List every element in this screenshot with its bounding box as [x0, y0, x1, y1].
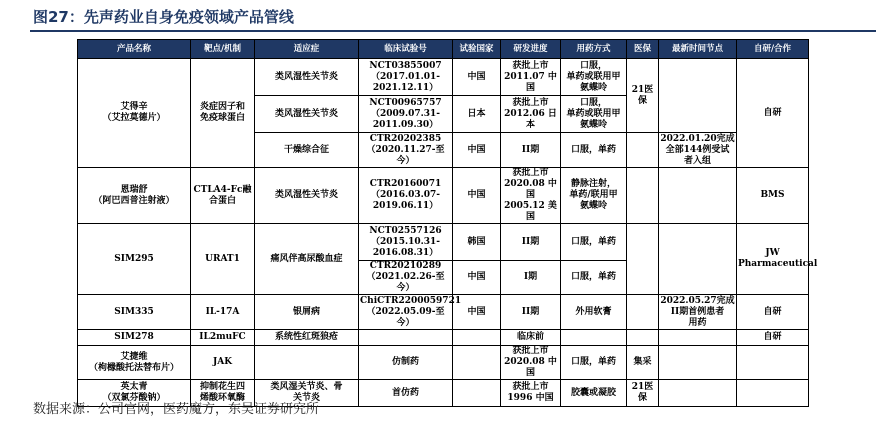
indication-cell: 类风湿性关节炎: [255, 168, 359, 224]
milestone-cell: [659, 330, 737, 346]
table-header-row: [78, 40, 809, 59]
indication-cell: 干燥综合征: [255, 133, 359, 168]
progress-cell: II期: [501, 224, 561, 261]
usage-cell: 胶囊或凝胶: [561, 380, 627, 407]
progress-cell: 临床前: [501, 330, 561, 346]
product-cell: SIM278: [78, 330, 191, 346]
pipeline-table: [77, 39, 818, 407]
insurance-cell: [627, 133, 659, 168]
milestone-cell: [659, 224, 737, 295]
usage-cell: 口服，单药: [561, 346, 627, 380]
indication-cell: 类风湿性关节炎: [255, 59, 359, 96]
product-cell: 英太青 （双氯芬酸钠）: [78, 380, 191, 407]
partner-cell: 自研: [737, 59, 809, 168]
table-row: [78, 168, 809, 224]
table-row: [78, 59, 809, 96]
target-cell: URAT1: [191, 224, 255, 295]
header-trial: 临床试验号: [359, 40, 453, 59]
trial-cell: 首仿药: [359, 380, 453, 407]
indication-cell: [255, 346, 359, 380]
header-country: 试验国家: [453, 40, 501, 59]
table-row: [78, 295, 809, 330]
trial-cell: [359, 330, 453, 346]
progress-cell: 获批上市 2012.06 日本: [501, 96, 561, 133]
header-target: 靶点/机制: [191, 40, 255, 59]
header-milestone: 最新时间节点: [659, 40, 737, 59]
target-cell: 炎症因子和 免疫球蛋白: [191, 59, 255, 168]
progress-cell: 获批上市 2020.08 中国: [501, 346, 561, 380]
usage-cell: 口服，单药: [561, 133, 627, 168]
product-cell: 艾捷维 （枸橼酸托法替布片）: [78, 346, 191, 380]
insurance-cell: [627, 224, 659, 295]
target-cell: CTLA4-Fc融 合蛋白: [191, 168, 255, 224]
product-cell: SIM295: [78, 224, 191, 295]
milestone-cell: [659, 380, 737, 407]
usage-cell: 静脉注射， 单药/联用甲 氨蝶呤: [561, 168, 627, 224]
trial-cell: NCT00965757 （2009.07.31- 2011.09.30）: [359, 96, 453, 133]
partner-cell: 自研: [737, 295, 809, 330]
partner-cell: 自研: [737, 330, 809, 346]
insurance-cell: [627, 295, 659, 330]
partner-cell: [737, 380, 809, 407]
usage-cell: [561, 330, 627, 346]
indication-cell: 系统性红斑狼疮: [255, 330, 359, 346]
milestone-cell: 2022.05.27完成 II期首例患者 用药: [660, 295, 735, 328]
insurance-cell: 21医保: [627, 59, 659, 133]
product-cell: 恩瑞舒 （阿巴西普注射液）: [78, 168, 191, 224]
insurance-cell: [627, 168, 659, 224]
table-row: [78, 346, 809, 380]
header-indication: 适应症: [255, 40, 359, 59]
insurance-cell: [627, 330, 659, 346]
partner-cell: BMS: [737, 168, 809, 224]
progress-cell: 获批上市 2011.07 中国: [501, 59, 561, 96]
title-divider: [30, 30, 876, 32]
progress-cell: II期: [501, 295, 561, 330]
product-cell: SIM335: [78, 295, 191, 330]
trial-cell: CTR20202385 （2020.11.27-至今）: [359, 133, 453, 168]
usage-cell: 口服，单药: [561, 224, 627, 261]
trial-cell: NCT02557126 （2015.10.31- 2016.08.31）: [359, 224, 453, 261]
usage-cell: 口服，单药: [561, 261, 627, 295]
milestone-cell: 2022.01.20完成 全部144例受试 者入组: [660, 133, 735, 166]
target-cell: IL2muFC: [191, 330, 255, 346]
source-note: 数据来源：公司官网，医药魔方，东吴证券研究所: [33, 402, 320, 417]
country-cell: 中国: [453, 261, 501, 295]
product-cell: 艾得辛 （艾拉莫德片）: [78, 59, 191, 168]
country-cell: 韩国: [453, 224, 501, 261]
indication-cell: 银屑病: [255, 295, 359, 330]
trial-cell: ChiCTR2200059721 （2022.05.09-至今）: [360, 295, 462, 328]
milestone-cell: [659, 168, 737, 224]
progress-cell: 获批上市 1996 中国: [501, 380, 561, 407]
indication-cell: 类风湿性关节炎: [255, 96, 359, 133]
insurance-cell: 21医保: [627, 380, 659, 407]
progress-cell: II期: [501, 133, 561, 168]
country-cell: 中国: [453, 59, 501, 96]
usage-cell: 口服， 单药或联用甲 氨蝶呤: [561, 59, 627, 96]
header-usage: 用药方式: [561, 40, 627, 59]
trial-cell: NCT03855007 （2017.01.01- 2021.12.11）: [359, 59, 453, 96]
usage-cell: 外用软膏: [561, 295, 627, 330]
partner-cell: JW Pharmaceutical: [737, 224, 809, 295]
usage-cell: 口服， 单药或联用甲 氨蝶呤: [561, 96, 627, 133]
trial-cell: CTR20160071 （2016.03.07- 2019.06.11）: [359, 168, 453, 224]
milestone-cell: [659, 346, 737, 380]
insurance-cell: 集采: [627, 346, 659, 380]
header-progress: 研发进度: [501, 40, 561, 59]
country-cell: 中国: [453, 133, 501, 168]
target-cell: JAK: [191, 346, 255, 380]
target-cell: IL-17A: [191, 295, 255, 330]
country-cell: 中国: [453, 168, 501, 224]
indication-cell: 类风湿关节炎、骨 关节炎: [255, 380, 359, 407]
trial-cell: 仿制药: [359, 346, 453, 380]
partner-cell: [737, 346, 809, 380]
country-cell: 中国: [453, 295, 501, 330]
header-insurance: 医保: [627, 40, 659, 59]
progress-cell: I期: [501, 261, 561, 295]
header-partner: 自研/合作: [737, 40, 809, 59]
table-row: [78, 224, 809, 261]
figure-title: 图27：先声药业自身免疫领域产品管线: [33, 8, 294, 26]
indication-cell: 痛风伴高尿酸血症: [255, 224, 359, 295]
country-cell: [453, 330, 501, 346]
target-cell: 抑制花生四 烯酸环氧酶: [191, 380, 255, 407]
header-product: 产品名称: [78, 40, 191, 59]
table-row: [78, 330, 809, 346]
progress-cell: 获批上市 2020.08 中国 2005.12 美国: [501, 168, 561, 224]
trial-cell: CTR20210289 （2021.02.26-至今）: [359, 261, 453, 295]
country-cell: [453, 380, 501, 407]
country-cell: [453, 346, 501, 380]
country-cell: 日本: [453, 96, 501, 133]
milestone-cell: [659, 59, 737, 133]
